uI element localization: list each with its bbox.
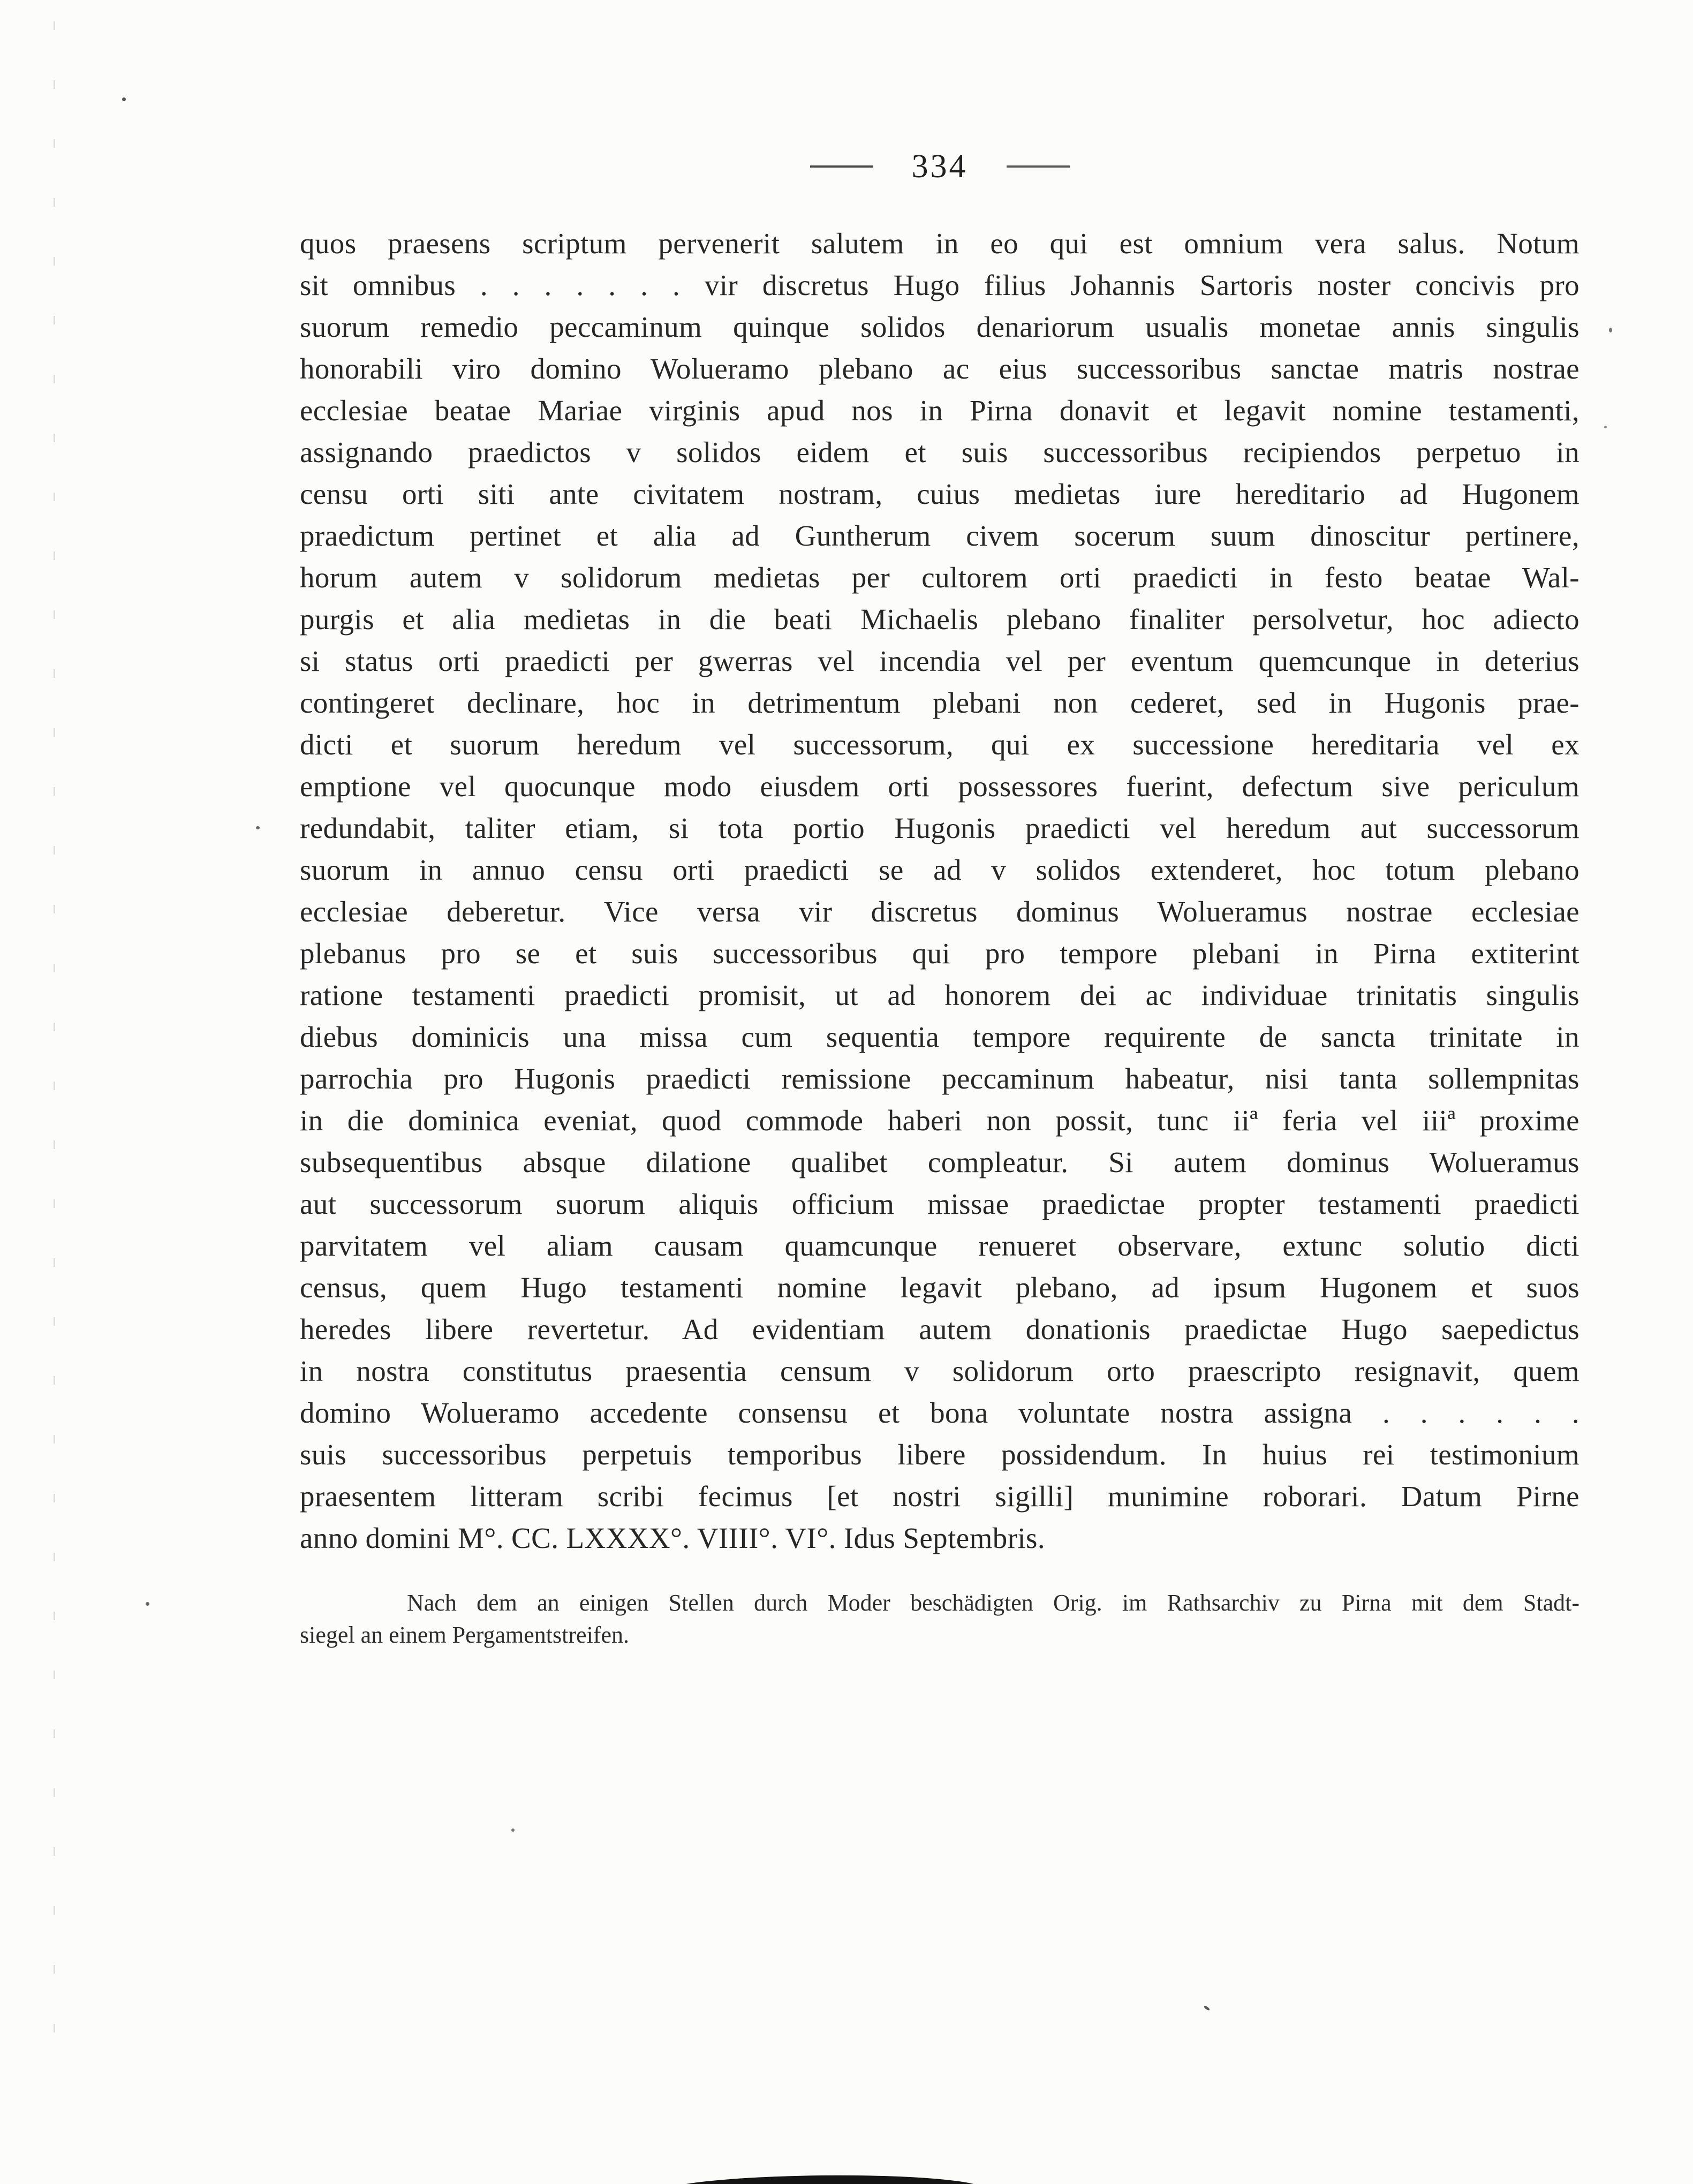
text-line: subsequentibus absque dilatione qualibet compleatur. Si autem dominus Wolueramus [300, 1146, 1579, 1178]
text-line: suis successoribus perpetuis temporibus libere possidendum. In huius rei testimonium [300, 1438, 1579, 1471]
text-line: census, quem Hugo testamenti nomine legavit plebano, ad ipsum Hugonem et suos [300, 1271, 1579, 1304]
text-line: purgis et alia medietas in die beati Michaelis plebano finaliter persolvetur, hoc adiecto [300, 603, 1579, 636]
text-line: domino Wolueramo accedente consensu et bona voluntate nostra assigna . . . . . . [300, 1396, 1579, 1429]
scan-fold-line-artifact [54, 21, 55, 2083]
scan-edge-artifact [659, 2174, 985, 2184]
text-line: honorabili viro domino Wolueramo plebano ac eius successoribus sanctae matris nostrae [300, 352, 1579, 385]
text-line: in die dominica eveniat, quod commode haberi non possit, tunc iiª feria vel iiiª proxime [300, 1104, 1579, 1137]
page-number: 334 [911, 148, 968, 185]
text-line: suorum in annuo censu orti praedicti se ad v solidos extenderet, hoc totum plebano [300, 853, 1579, 886]
text-line: praedictum pertinet et alia ad Guntherum civem socerum suum dinoscitur pertinere, [300, 519, 1579, 552]
scan-speck-artifact [146, 1602, 149, 1606]
text-line: contingeret declinare, hoc in detrimentum plebani non cederet, sed in Hugonis prae- [300, 686, 1579, 719]
text-line: heredes libere revertetur. Ad evidentiam autem donationis praedictae Hugo saepedictus [300, 1313, 1579, 1346]
scan-speck-artifact [1204, 2005, 1211, 2011]
text-line: parvitatem vel aliam causam quamcunque renueret observare, extunc solutio dicti [300, 1229, 1579, 1262]
text-line: siegel an einem Pergamentstreifen. [300, 1622, 629, 1648]
text-line: sit omnibus . . . . . . . vir discretus Hugo filius Johannis Sartoris noster concivis pro [300, 269, 1579, 301]
text-line: censu orti siti ante civitatem nostram, cuius medietas iure hereditario ad Hugonem [300, 478, 1579, 510]
page-header [300, 0, 1579, 187]
text-line: anno domini M°. CC. LXXXX°. VIIII°. VI°. Idus Septembris. [300, 1522, 1045, 1554]
scan-speck-artifact [511, 1828, 515, 1832]
text-line: Nach dem an einigen Stellen durch Moder beschädigten Orig. im Rathsarchiv zu Pirna mit dem Stadt- [407, 1590, 1579, 1616]
text-line: praesentem litteram scribi fecimus [et nostri sigilli] munimine roborari. Datum Pirne [300, 1480, 1579, 1513]
text-line: ecclesiae deberetur. Vice versa vir discretus dominus Wolueramus nostrae ecclesiae [300, 895, 1579, 928]
scan-speck-artifact [1609, 328, 1612, 332]
text-line: assignando praedictos v solidos eidem et suis successoribus recipiendos perpetuo in [300, 436, 1579, 468]
text-line: aut successorum suorum aliquis officium missae praedictae propter testamenti praedicti [300, 1188, 1579, 1220]
text-line: emptione vel quocunque modo eiusdem orti possessores fuerint, defectum sive periculum [300, 770, 1579, 803]
text-line: parrochia pro Hugonis praedicti remissione peccaminum habeatur, nisi tanta sollempnitas [300, 1062, 1579, 1095]
header-rule-right [1007, 165, 1070, 168]
text-line: ecclesiae beatae Mariae virginis apud nos in Pirna donavit et legavit nomine testamenti, [300, 394, 1579, 427]
text-line: si status orti praedicti per gwerras vel incendia vel per eventum quemcunque in deterius [300, 645, 1579, 677]
text-line: redundabit, taliter etiam, si tota portio Hugonis praedicti vel heredum aut successorum [300, 812, 1579, 844]
scan-speck-artifact [256, 826, 260, 829]
body-text [300, 223, 1579, 1559]
text-line: in nostra constitutus praesentia censum v solidorum orto praescripto resignavit, quem [300, 1355, 1579, 1387]
text-line: diebus dominicis una missa cum sequentia tempore requirente de sancta trinitate in [300, 1021, 1579, 1053]
text-line: dicti et suorum heredum vel successorum, qui ex successione hereditaria vel ex [300, 728, 1579, 761]
text-line: horum autem v solidorum medietas per cultorem orti praedicti in festo beatae Wal- [300, 561, 1579, 594]
header-rule-left [810, 165, 873, 168]
text-line: quos praesens scriptum pervenerit salutem in eo qui est omnium vera salus. Notum [300, 227, 1579, 260]
footnote [300, 1587, 1579, 1651]
scan-speck-artifact [1604, 426, 1607, 428]
text-line: ratione testamenti praedicti promisit, ut ad honorem dei ac individuae trinitatis singulis [300, 979, 1579, 1011]
scan-speck-artifact [122, 97, 126, 101]
text-line: suorum remedio peccaminum quinque solidos denariorum usualis monetae annis singulis [300, 311, 1579, 343]
text-line: plebanus pro se et suis successoribus qui pro tempore plebani in Pirna extiterint [300, 937, 1579, 970]
